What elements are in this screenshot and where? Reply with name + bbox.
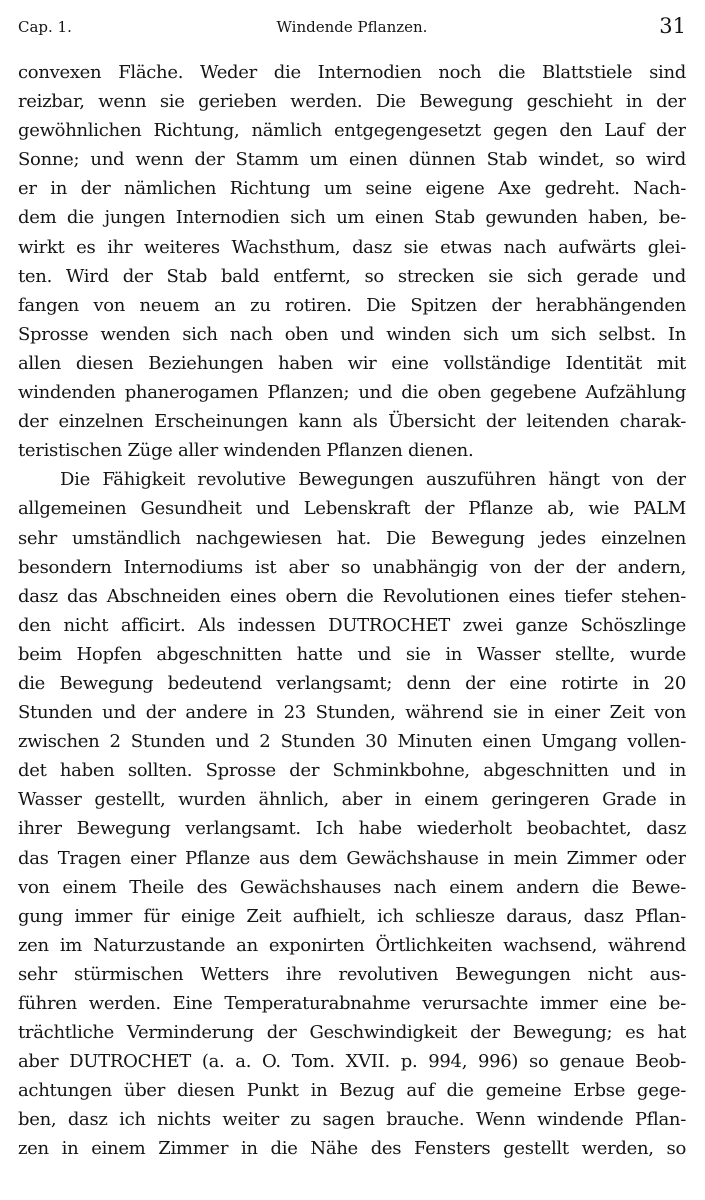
text-line: die Bewegung bedeutend verlangsamt; denn der eine rotirte in 20 — [18, 672, 686, 694]
text-line: ihrer Bewegung verlangsamt. Ich habe wiederholt beobachtet, dasz — [18, 818, 686, 840]
text-line: teristischen Züge aller windenden Pflanzen dienen. — [18, 440, 474, 462]
text-line: das Tragen einer Pflanze aus dem Gewächshause in mein Zimmer oder — [18, 847, 686, 869]
text-line: det haben sollten. Sprosse der Schminkbohne, abgeschnitten und in — [18, 760, 686, 782]
text-line: Die Fähigkeit revolutive Bewegungen auszuführen hängt von der — [60, 469, 686, 491]
running-title: Windende Pflanzen. — [276, 18, 428, 36]
chapter-label: Cap. 1. — [18, 18, 72, 36]
page-number: 31 — [659, 14, 686, 38]
text-line: zwischen 2 Stunden und 2 Stunden 30 Minuten einen Umgang vollen- — [18, 731, 686, 753]
text-line: er in der nämlichen Richtung um seine eigene Axe gedreht. Nach- — [18, 178, 686, 200]
text-line: wirkt es ihr weiteres Wachsthum, dasz sie etwas nach aufwärts glei- — [18, 236, 686, 258]
text-line: reizbar, wenn sie gerieben werden. Die Bewegung geschieht in der — [18, 91, 686, 113]
text-line: Sprosse wenden sich nach oben und winden sich um sich selbst. In — [18, 323, 686, 345]
text-line: Sonne; und wenn der Stamm um einen dünnen Stab windet, so wird — [18, 149, 686, 171]
text-line: besondern Internodiums ist aber so unabhängig von der der andern, — [18, 556, 686, 578]
text-line: den nicht afficirt. Als indessen DUTROCHET zwei ganze Schöszlinge — [18, 614, 686, 636]
text-line: allgemeinen Gesundheit und Lebenskraft der Pflanze ab, wie PALM — [18, 498, 686, 520]
text-line: gung immer für einige Zeit aufhielt, ich schliesze daraus, dasz Pflan- — [18, 905, 686, 927]
text-line: zen in einem Zimmer in die Nähe des Fensters gestellt werden, so — [18, 1138, 686, 1160]
text-line: sehr stürmischen Wetters ihre revolutiven Bewegungen nicht aus- — [18, 963, 686, 985]
running-head — [18, 14, 686, 42]
text-line: führen werden. Eine Temperaturabnahme verursachte immer eine be- — [18, 993, 686, 1014]
text-line: ten. Wird der Stab bald entfernt, so strecken sie sich gerade und — [18, 265, 686, 287]
text-line: windenden phanerogamen Pflanzen; und die oben gegebene Aufzählung — [18, 382, 686, 404]
text-line: ben, dasz ich nichts weiter zu sagen brauche. Wenn windende Pflan- — [18, 1109, 686, 1131]
text-line: fangen von neuem an zu rotiren. Die Spitzen der herabhängenden — [18, 294, 686, 316]
text-line: sehr umständlich nachgewiesen hat. Die Bewegung jedes einzelnen — [18, 527, 686, 549]
text-line: allen diesen Beziehungen haben wir eine vollständige Identität mit — [18, 352, 686, 374]
text-line: convexen Fläche. Weder die Internodien noch die Blattstiele sind — [18, 62, 686, 83]
text-line: trächtliche Verminderung der Geschwindigkeit der Bewegung; es hat — [18, 1022, 686, 1044]
body-text — [18, 58, 686, 1164]
text-line: beim Hopfen abgeschnitten hatte und sie in Wasser stellte, wurde — [18, 643, 686, 665]
text-line: von einem Theile des Gewächshauses nach einem andern die Bewe- — [18, 876, 686, 898]
text-line: achtungen über diesen Punkt in Bezug auf die gemeine Erbse gege- — [18, 1080, 686, 1102]
text-line: Wasser gestellt, wurden ähnlich, aber in einem geringeren Grade in — [18, 789, 686, 811]
text-line: dasz das Abschneiden eines obern die Revolutionen eines tiefer stehen- — [18, 585, 686, 607]
text-line: gewöhnlichen Richtung, nämlich entgegengesetzt gegen den Lauf der — [18, 120, 686, 142]
text-line: zen im Naturzustande an exponirten Örtlichkeiten wachsend, während — [18, 934, 686, 956]
text-line: Stunden und der andere in 23 Stunden, während sie in einer Zeit von — [18, 702, 686, 724]
text-line: aber DUTROCHET (a. a. O. Tom. XVII. p. 994, 996) so genaue Beob- — [18, 1051, 686, 1073]
text-line: dem die jungen Internodien sich um einen Stab gewunden haben, be- — [18, 207, 686, 229]
text-line: der einzelnen Erscheinungen kann als Übersicht der leitenden charak- — [18, 411, 686, 433]
